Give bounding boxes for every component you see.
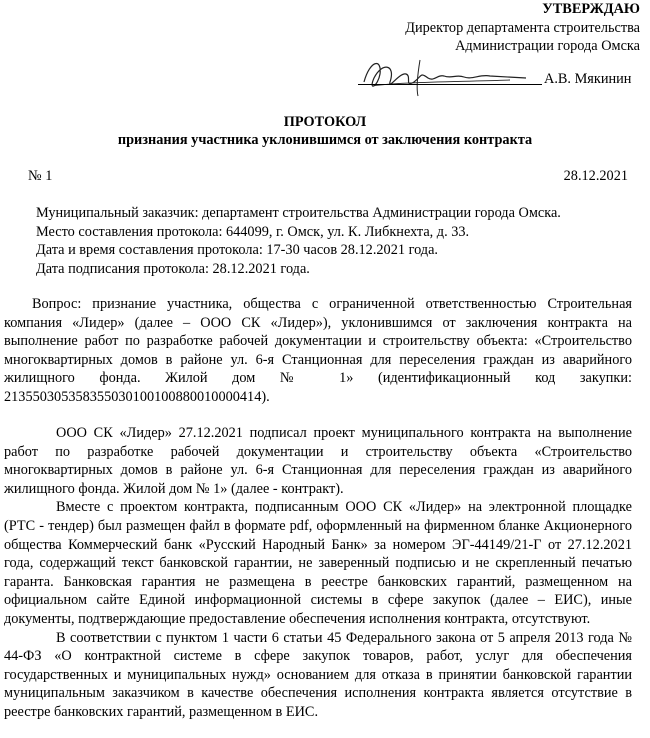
datetime-line: Дата и время составления протокола: 17-30 часов 28.12.2021 года.: [36, 242, 439, 259]
question-paragraph: [4, 295, 632, 407]
document-subtitle: признания участника уклонившимся от заключения контракта: [117, 132, 533, 148]
approval-heading: УТВЕРЖДАЮ: [542, 1, 640, 17]
approval-organization-line: Администрации города Омска: [455, 38, 640, 55]
signer-name: А.В. Мякинин: [544, 71, 632, 87]
paragraph-law: В соответствии с пунктом 1 части 6 статьи 45 Федерального закона от 5 апреля 2013 года № 44-ФЗ «О контрактной системе в сфере закупок товаров, работ, услуг для обеспечения государственных и муниципальных нужд» основанием для отказа в принятии банковской гарантии муниципальным заказчиком в качестве обеспечения исполнения контракта является отсутствие в реестре банковских гарантий, размещенном в ЕИС.: [4, 629, 632, 720]
signing-date-line: Дата подписания протокола: 28.12.2021 года.: [36, 260, 310, 277]
paragraph-guarantee: Вместе с проектом контракта, подписанным ООО СК «Лидер» на электронной площадке (РТС - тендер) был размещен файл в формате pdf, оформленный на фирменном бланке Акционерного общества Коммерческий банк «Русский Народный Банк» за номером ЭГ-44149/21-Г от 27.12.2021 года, содержащий текст банковской гарантии, не заверенный подписью и не скрепленный печатью гаранта. Банковская гарантия не размещена в реестре банковских гарантий, размещенном на официальном сайте Единой информационной системы в сфере закупок (далее – ЕИС), иные документы, подтверждающие предоставление обеспечения исполнения контракта, отсутствуют.: [4, 499, 632, 627]
signature-line: [358, 84, 542, 85]
handwritten-signature: [360, 52, 530, 100]
approval-position-line: Директор департамента строительства: [405, 19, 640, 36]
place-line: Место составления протокола: 644099, г. Омск, ул. К. Либкнехта, д. 33.: [36, 223, 470, 240]
paragraph-question: Вопрос: признание участника, общества с ограниченной ответственностью Строительная компания «Лидер» (далее – ООО СК «Лидер»), уклонившимся от заключения контракта на выполнение работ по разработке рабочей документации и строительству объекта: «Строительство многоквартирных домов в районе ул. 6-я Станционная для переселения граждан из аварийного жилищного фонда. Жилой дом № 1» (идентификационный код закупки: 213550305358355030100100880010000414).: [4, 296, 632, 405]
protocol-details: [4, 204, 632, 278]
paragraph-signed: ООО СК «Лидер» 27.12.2021 подписал проект муниципального контракта на выполнение работ по разработке рабочей документации и строительству объекта «Строительство многоквартирных домов в районе ул. 6-я Станционная для переселения граждан из аварийного жилищного фонда. Жилой дом № 1» (далее - контракт).: [4, 425, 632, 497]
body-paragraphs: [4, 424, 632, 722]
approval-block: [310, 0, 640, 56]
document-title: ПРОТОКОЛ: [283, 114, 367, 130]
customer-line: Муниципальный заказчик: департамент строительства Администрации города Омска.: [36, 205, 561, 221]
protocol-number: № 1: [28, 168, 53, 184]
protocol-date: 28.12.2021: [563, 168, 628, 184]
